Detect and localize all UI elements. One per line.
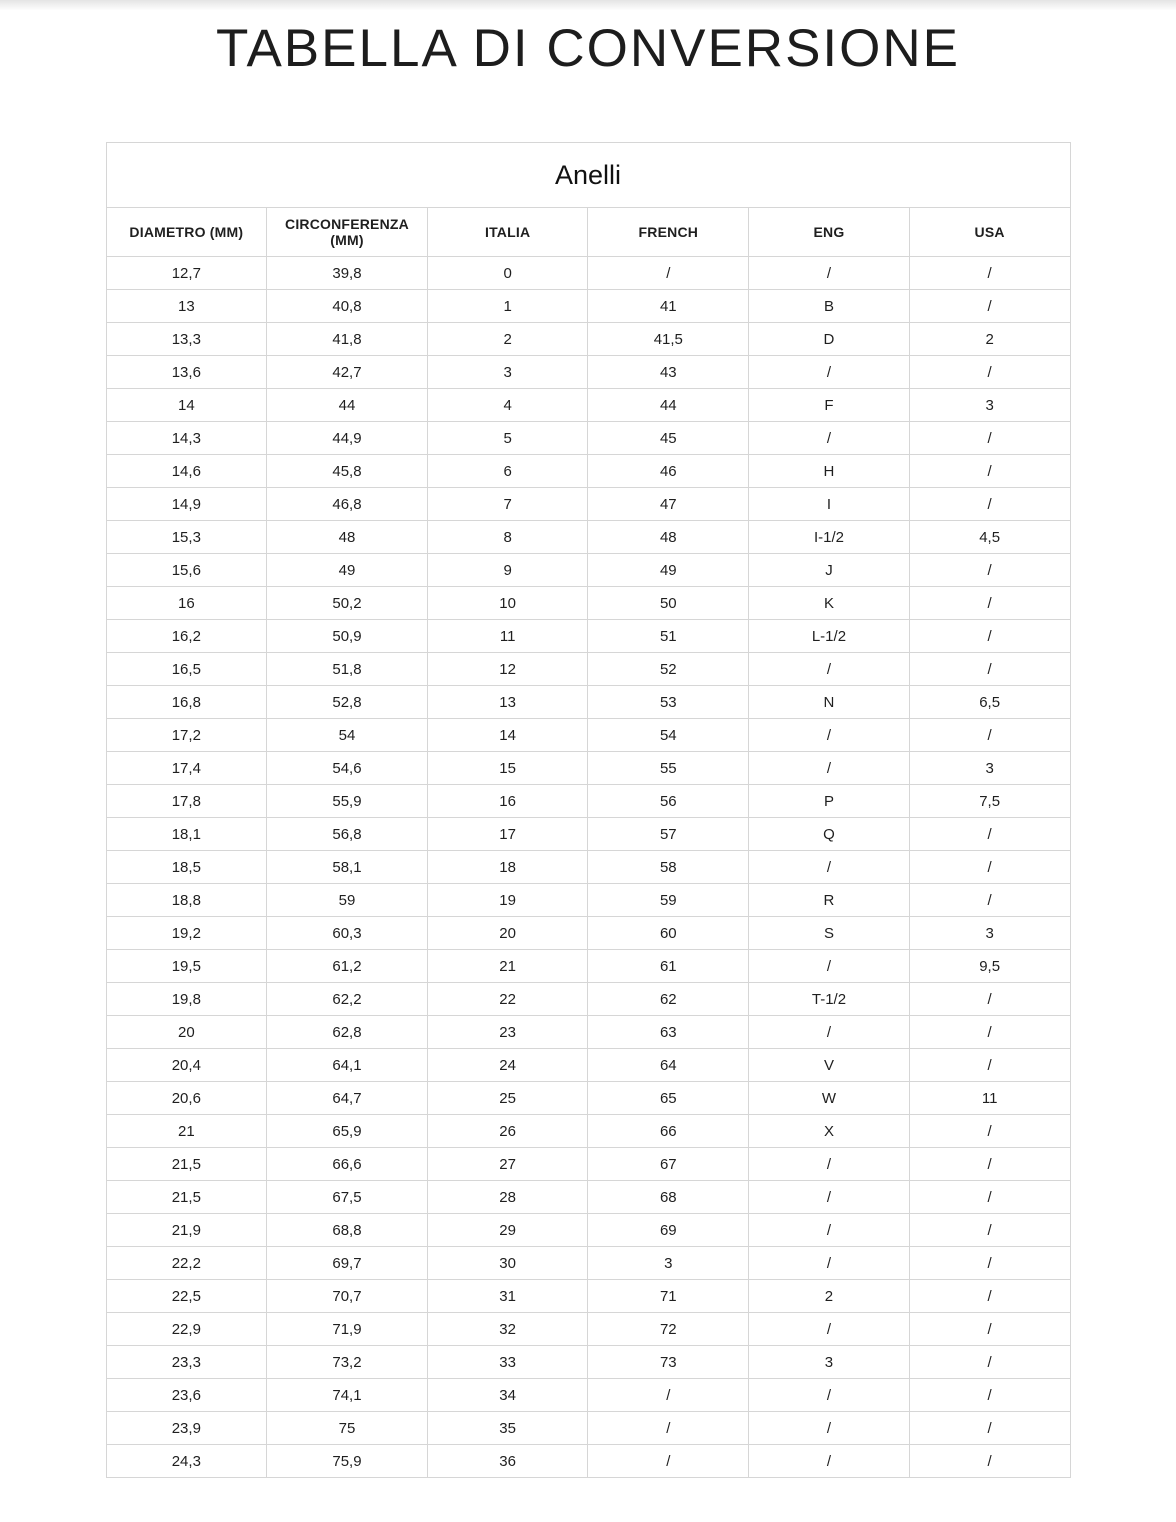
table-cell: 49 <box>588 554 749 587</box>
table-cell: V <box>749 1049 910 1082</box>
table-cell: 13 <box>106 290 267 323</box>
table-cell: 16,8 <box>106 686 267 719</box>
table-row <box>106 422 1070 455</box>
table-cell: / <box>909 257 1070 290</box>
table-cell: 61,2 <box>267 950 428 983</box>
table-cell: P <box>749 785 910 818</box>
table-cell: F <box>749 389 910 422</box>
table-cell: 19,5 <box>106 950 267 983</box>
table-cell: / <box>909 1016 1070 1049</box>
table-cell: 23,9 <box>106 1412 267 1445</box>
table-cell: D <box>749 323 910 356</box>
table-cell: 59 <box>267 884 428 917</box>
table-cell: 3 <box>588 1247 749 1280</box>
table-cell: 65 <box>588 1082 749 1115</box>
table-cell: / <box>909 1049 1070 1082</box>
table-cell: 13,6 <box>106 356 267 389</box>
table-cell: 3 <box>909 389 1070 422</box>
table-row <box>106 1313 1070 1346</box>
table-cell: / <box>749 1247 910 1280</box>
table-row <box>106 1016 1070 1049</box>
table-cell: 36 <box>427 1445 588 1478</box>
table-cell: 55,9 <box>267 785 428 818</box>
table-cell: 29 <box>427 1214 588 1247</box>
table-cell: I <box>749 488 910 521</box>
table-cell: 63 <box>588 1016 749 1049</box>
table-cell: 19,2 <box>106 917 267 950</box>
table-cell: 71,9 <box>267 1313 428 1346</box>
table-cell: 52 <box>588 653 749 686</box>
table-cell: / <box>749 1412 910 1445</box>
table-row <box>106 1346 1070 1379</box>
table-cell: 58,1 <box>267 851 428 884</box>
table-row <box>106 719 1070 752</box>
table-cell: 58 <box>588 851 749 884</box>
table-cell: / <box>909 1346 1070 1379</box>
table-cell: 75 <box>267 1412 428 1445</box>
table-row <box>106 1247 1070 1280</box>
column-header-diametro: DIAMETRO (MM) <box>106 208 267 257</box>
table-cell: 24,3 <box>106 1445 267 1478</box>
table-cell: 64,7 <box>267 1082 428 1115</box>
table-cell: 71 <box>588 1280 749 1313</box>
table-cell: / <box>909 1280 1070 1313</box>
table-row <box>106 1412 1070 1445</box>
table-cell: 20,6 <box>106 1082 267 1115</box>
table-cell: 62,2 <box>267 983 428 1016</box>
table-row <box>106 620 1070 653</box>
table-row <box>106 653 1070 686</box>
table-cell: 66,6 <box>267 1148 428 1181</box>
table-cell: / <box>749 719 910 752</box>
table-cell: 6,5 <box>909 686 1070 719</box>
table-cell: 23,3 <box>106 1346 267 1379</box>
table-cell: / <box>909 422 1070 455</box>
table-cell: 67,5 <box>267 1181 428 1214</box>
table-cell: 21 <box>106 1115 267 1148</box>
table-row <box>106 785 1070 818</box>
table-cell: 46 <box>588 455 749 488</box>
table-cell: 33 <box>427 1346 588 1379</box>
table-cell: I-1/2 <box>749 521 910 554</box>
table-row <box>106 554 1070 587</box>
table-cell: / <box>909 653 1070 686</box>
table-cell: 10 <box>427 587 588 620</box>
table-cell: 21 <box>427 950 588 983</box>
table-cell: / <box>909 884 1070 917</box>
table-cell: 51,8 <box>267 653 428 686</box>
table-cell: / <box>909 1181 1070 1214</box>
table-cell: 45 <box>588 422 749 455</box>
table-cell: 70,7 <box>267 1280 428 1313</box>
table-cell: 1 <box>427 290 588 323</box>
table-cell: 35 <box>427 1412 588 1445</box>
table-cell: 55 <box>588 752 749 785</box>
table-cell: 20 <box>427 917 588 950</box>
table-cell: 18,5 <box>106 851 267 884</box>
table-row <box>106 983 1070 1016</box>
table-cell: 68 <box>588 1181 749 1214</box>
table-cell: H <box>749 455 910 488</box>
table-cell: 62 <box>588 983 749 1016</box>
table-cell: / <box>909 455 1070 488</box>
table-row <box>106 917 1070 950</box>
table-cell: 14 <box>106 389 267 422</box>
column-header-circonferenza: CIRCONFERENZA (MM) <box>267 208 428 257</box>
table-row <box>106 257 1070 290</box>
table-cell: 49 <box>267 554 428 587</box>
table-row <box>106 1082 1070 1115</box>
table-row <box>106 455 1070 488</box>
table-cell: 32 <box>427 1313 588 1346</box>
table-cell: 22 <box>427 983 588 1016</box>
table-cell: 19,8 <box>106 983 267 1016</box>
table-cell: 73,2 <box>267 1346 428 1379</box>
table-row <box>106 884 1070 917</box>
table-cell: 50,2 <box>267 587 428 620</box>
table-header-row <box>106 208 1070 257</box>
table-caption: Anelli <box>106 143 1070 208</box>
table-cell: / <box>749 752 910 785</box>
table-cell: 64,1 <box>267 1049 428 1082</box>
table-cell: / <box>909 719 1070 752</box>
table-cell: 2 <box>427 323 588 356</box>
table-cell: 26 <box>427 1115 588 1148</box>
table-cell: 56 <box>588 785 749 818</box>
table-cell: 69 <box>588 1214 749 1247</box>
table-cell: 8 <box>427 521 588 554</box>
table-cell: 17 <box>427 818 588 851</box>
table-cell: / <box>909 1148 1070 1181</box>
table-cell: 7 <box>427 488 588 521</box>
table-row <box>106 389 1070 422</box>
table-caption-row <box>106 143 1070 208</box>
table-cell: 19 <box>427 884 588 917</box>
table-cell: Q <box>749 818 910 851</box>
table-cell: / <box>909 818 1070 851</box>
table-cell: / <box>749 1445 910 1478</box>
table-cell: 3 <box>749 1346 910 1379</box>
table-cell: 39,8 <box>267 257 428 290</box>
column-header-french: FRENCH <box>588 208 749 257</box>
table-cell: 34 <box>427 1379 588 1412</box>
table-cell: 42,7 <box>267 356 428 389</box>
table-cell: / <box>909 1313 1070 1346</box>
table-cell: 50 <box>588 587 749 620</box>
table-cell: 66 <box>588 1115 749 1148</box>
table-cell: 17,4 <box>106 752 267 785</box>
table-cell: X <box>749 1115 910 1148</box>
table-cell: 17,8 <box>106 785 267 818</box>
table-cell: 16 <box>427 785 588 818</box>
table-row <box>106 950 1070 983</box>
table-cell: 60 <box>588 917 749 950</box>
table-cell: / <box>909 620 1070 653</box>
table-cell: 23,6 <box>106 1379 267 1412</box>
table-cell: R <box>749 884 910 917</box>
table-cell: / <box>909 983 1070 1016</box>
table-cell: 69,7 <box>267 1247 428 1280</box>
table-row <box>106 1115 1070 1148</box>
table-cell: 5 <box>427 422 588 455</box>
table-cell: 45,8 <box>267 455 428 488</box>
table-cell: / <box>749 422 910 455</box>
table-row <box>106 1280 1070 1313</box>
table-cell: K <box>749 587 910 620</box>
table-cell: 9,5 <box>909 950 1070 983</box>
table-cell: 2 <box>749 1280 910 1313</box>
table-cell: / <box>909 1214 1070 1247</box>
table-cell: / <box>749 1214 910 1247</box>
table-cell: 16 <box>106 587 267 620</box>
table-cell: 30 <box>427 1247 588 1280</box>
table-cell: / <box>909 1247 1070 1280</box>
table-cell: 2 <box>909 323 1070 356</box>
top-gradient-bar <box>0 0 1176 10</box>
table-row <box>106 1214 1070 1247</box>
table-cell: / <box>588 1445 749 1478</box>
table-cell: 20,4 <box>106 1049 267 1082</box>
table-cell: 3 <box>427 356 588 389</box>
table-cell: 62,8 <box>267 1016 428 1049</box>
table-cell: 65,9 <box>267 1115 428 1148</box>
table-cell: 24 <box>427 1049 588 1082</box>
table-cell: 41 <box>588 290 749 323</box>
table-cell: / <box>749 356 910 389</box>
table-cell: / <box>749 1313 910 1346</box>
table-cell: 74,1 <box>267 1379 428 1412</box>
table-cell: 41,5 <box>588 323 749 356</box>
table-cell: 12,7 <box>106 257 267 290</box>
table-cell: 52,8 <box>267 686 428 719</box>
table-cell: 67 <box>588 1148 749 1181</box>
table-cell: 54 <box>267 719 428 752</box>
table-cell: 3 <box>909 752 1070 785</box>
table-cell: 40,8 <box>267 290 428 323</box>
table-cell: / <box>909 290 1070 323</box>
table-cell: 7,5 <box>909 785 1070 818</box>
table-cell: 14,6 <box>106 455 267 488</box>
table-cell: / <box>909 851 1070 884</box>
conversion-table <box>106 142 1071 1478</box>
table-cell: 46,8 <box>267 488 428 521</box>
table-cell: 44,9 <box>267 422 428 455</box>
table-cell: 18,8 <box>106 884 267 917</box>
table-cell: / <box>909 356 1070 389</box>
table-cell: 54,6 <box>267 752 428 785</box>
table-row <box>106 488 1070 521</box>
table-cell: 44 <box>588 389 749 422</box>
table-cell: 15,6 <box>106 554 267 587</box>
table-cell: 41,8 <box>267 323 428 356</box>
table-cell: 59 <box>588 884 749 917</box>
table-cell: 13 <box>427 686 588 719</box>
table-cell: 4,5 <box>909 521 1070 554</box>
table-cell: 48 <box>588 521 749 554</box>
table-cell: 0 <box>427 257 588 290</box>
table-row <box>106 587 1070 620</box>
table-cell: T-1/2 <box>749 983 910 1016</box>
table-cell: / <box>909 488 1070 521</box>
table-cell: / <box>909 554 1070 587</box>
table-cell: N <box>749 686 910 719</box>
table-cell: / <box>909 1445 1070 1478</box>
table-cell: 64 <box>588 1049 749 1082</box>
table-cell: 56,8 <box>267 818 428 851</box>
table-cell: B <box>749 290 910 323</box>
table-cell: W <box>749 1082 910 1115</box>
table-row <box>106 1445 1070 1478</box>
table-cell: 50,9 <box>267 620 428 653</box>
table-cell: 23 <box>427 1016 588 1049</box>
table-cell: 68,8 <box>267 1214 428 1247</box>
table-cell: / <box>588 257 749 290</box>
table-cell: 31 <box>427 1280 588 1313</box>
table-cell: 60,3 <box>267 917 428 950</box>
table-cell: 54 <box>588 719 749 752</box>
table-row <box>106 1379 1070 1412</box>
table-row <box>106 1181 1070 1214</box>
table-cell: / <box>749 1148 910 1181</box>
table-cell: 14,9 <box>106 488 267 521</box>
table-cell: / <box>749 950 910 983</box>
table-cell: L-1/2 <box>749 620 910 653</box>
table-cell: 28 <box>427 1181 588 1214</box>
column-header-eng: ENG <box>749 208 910 257</box>
table-cell: J <box>749 554 910 587</box>
table-cell: 27 <box>427 1148 588 1181</box>
table-cell: 48 <box>267 521 428 554</box>
table-row <box>106 1148 1070 1181</box>
table-cell: / <box>909 587 1070 620</box>
table-cell: 3 <box>909 917 1070 950</box>
table-cell: 18,1 <box>106 818 267 851</box>
table-cell: 20 <box>106 1016 267 1049</box>
table-body <box>106 257 1070 1478</box>
table-row <box>106 1049 1070 1082</box>
table-row <box>106 356 1070 389</box>
table-cell: 21,5 <box>106 1181 267 1214</box>
table-cell: / <box>749 1379 910 1412</box>
table-row <box>106 521 1070 554</box>
table-cell: 61 <box>588 950 749 983</box>
table-cell: / <box>749 653 910 686</box>
table-cell: 22,5 <box>106 1280 267 1313</box>
table-row <box>106 686 1070 719</box>
table-cell: 11 <box>909 1082 1070 1115</box>
table-cell: 21,9 <box>106 1214 267 1247</box>
table-cell: 22,9 <box>106 1313 267 1346</box>
table-cell: / <box>588 1412 749 1445</box>
table-row <box>106 752 1070 785</box>
table-cell: 53 <box>588 686 749 719</box>
table-cell: 57 <box>588 818 749 851</box>
table-cell: 16,5 <box>106 653 267 686</box>
table-cell: / <box>749 1181 910 1214</box>
table-cell: 16,2 <box>106 620 267 653</box>
table-cell: / <box>909 1412 1070 1445</box>
table-cell: 25 <box>427 1082 588 1115</box>
column-header-italia: ITALIA <box>427 208 588 257</box>
table-cell: 15 <box>427 752 588 785</box>
table-row <box>106 290 1070 323</box>
table-cell: 14 <box>427 719 588 752</box>
table-cell: 43 <box>588 356 749 389</box>
table-cell: S <box>749 917 910 950</box>
table-cell: 13,3 <box>106 323 267 356</box>
table-cell: / <box>749 257 910 290</box>
table-cell: 9 <box>427 554 588 587</box>
table-cell: 11 <box>427 620 588 653</box>
table-cell: 14,3 <box>106 422 267 455</box>
table-row <box>106 851 1070 884</box>
table-cell: 17,2 <box>106 719 267 752</box>
table-cell: 73 <box>588 1346 749 1379</box>
table-cell: 22,2 <box>106 1247 267 1280</box>
table-cell: / <box>909 1379 1070 1412</box>
table-cell: / <box>749 1016 910 1049</box>
table-cell: / <box>909 1115 1070 1148</box>
table-row <box>106 818 1070 851</box>
table-cell: 75,9 <box>267 1445 428 1478</box>
column-header-usa: USA <box>909 208 1070 257</box>
table-cell: 21,5 <box>106 1148 267 1181</box>
table-cell: 44 <box>267 389 428 422</box>
table-cell: / <box>588 1379 749 1412</box>
table-cell: 4 <box>427 389 588 422</box>
table-cell: 72 <box>588 1313 749 1346</box>
table-row <box>106 323 1070 356</box>
table-cell: 6 <box>427 455 588 488</box>
table-cell: 18 <box>427 851 588 884</box>
page-title: TABELLA DI CONVERSIONE <box>216 19 960 78</box>
table-cell: 47 <box>588 488 749 521</box>
table-cell: 12 <box>427 653 588 686</box>
table-cell: 15,3 <box>106 521 267 554</box>
table-cell: / <box>749 851 910 884</box>
table-cell: 51 <box>588 620 749 653</box>
